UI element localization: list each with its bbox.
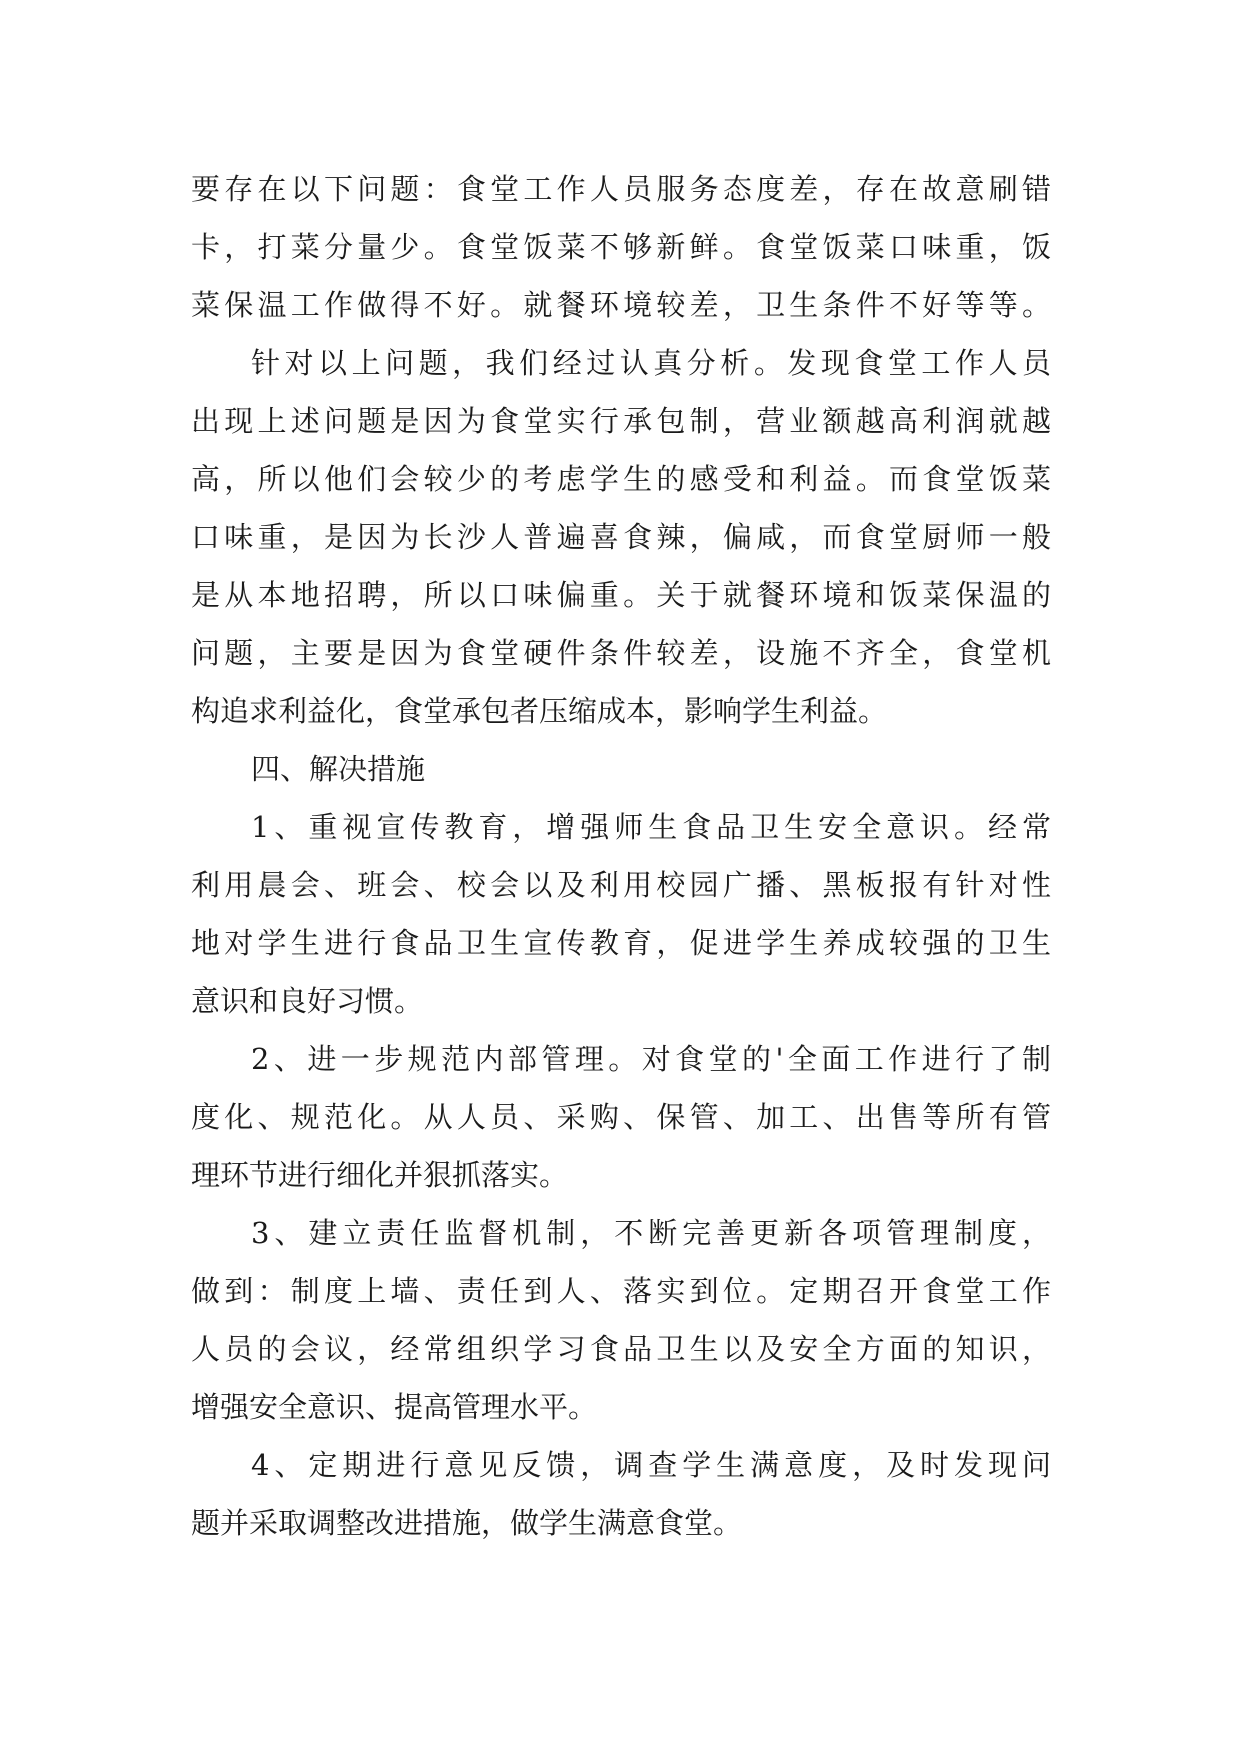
- text-line: 菜保温工作做得不好。就餐环境较差，卫生条件不好等等。: [191, 288, 1051, 322]
- text-line: 利用晨会、班会、校会以及利用校园广播、黑板报有针对性: [191, 868, 1051, 902]
- body-text: [191, 160, 1051, 1552]
- text-line: 针对以上问题，我们经过认真分析。发现食堂工作人员: [251, 346, 1051, 380]
- text-line: 地对学生进行食品卫生宣传教育，促进学生养成较强的卫生: [191, 926, 1051, 960]
- text-line: 意识和良好习惯。: [191, 984, 424, 1018]
- text-line: 高，所以他们会较少的考虑学生的感受和利益。而食堂饭菜: [191, 462, 1051, 496]
- text-line: 理环节进行细化并狠抓落实。: [191, 1158, 569, 1192]
- text-line: 问题，主要是因为食堂硬件条件较差，设施不齐全，食堂机: [191, 636, 1051, 670]
- text-line: 人员的会议，经常组织学习食品卫生以及安全方面的知识，: [191, 1332, 1051, 1366]
- text-line: 3、建立责任监督机制，不断完善更新各项管理制度，: [251, 1216, 1051, 1250]
- text-line: 出现上述问题是因为食堂实行承包制，营业额越高利润就越: [191, 404, 1051, 438]
- text-line: 增强安全意识、提高管理水平。: [191, 1390, 598, 1424]
- text-line: 口味重，是因为长沙人普遍喜食辣，偏咸，而食堂厨师一般: [191, 520, 1051, 554]
- text-line: 1、重视宣传教育，增强师生食品卫生安全意识。经常: [251, 810, 1051, 844]
- text-line: 4、定期进行意见反馈，调查学生满意度，及时发现问: [251, 1448, 1051, 1482]
- text-line: 要存在以下问题：食堂工作人员服务态度差，存在故意刷错: [191, 172, 1051, 206]
- text-line: 构追求利益化，食堂承包者压缩成本，影响学生利益。: [191, 694, 888, 728]
- text-line: 度化、规范化。从人员、采购、保管、加工、出售等所有管: [191, 1100, 1051, 1134]
- text-line: 卡，打菜分量少。食堂饭菜不够新鲜。食堂饭菜口味重，饭: [191, 230, 1051, 264]
- section-heading: 四、解决措施: [251, 752, 426, 786]
- text-line: 是从本地招聘，所以口味偏重。关于就餐环境和饭菜保温的: [191, 578, 1051, 612]
- text-line: 做到：制度上墙、责任到人、落实到位。定期召开食堂工作: [191, 1274, 1051, 1308]
- text-line: 2、进一步规范内部管理。对食堂的'全面工作进行了制: [251, 1042, 1051, 1076]
- text-line: 题并采取调整改进措施，做学生满意食堂。: [191, 1506, 743, 1540]
